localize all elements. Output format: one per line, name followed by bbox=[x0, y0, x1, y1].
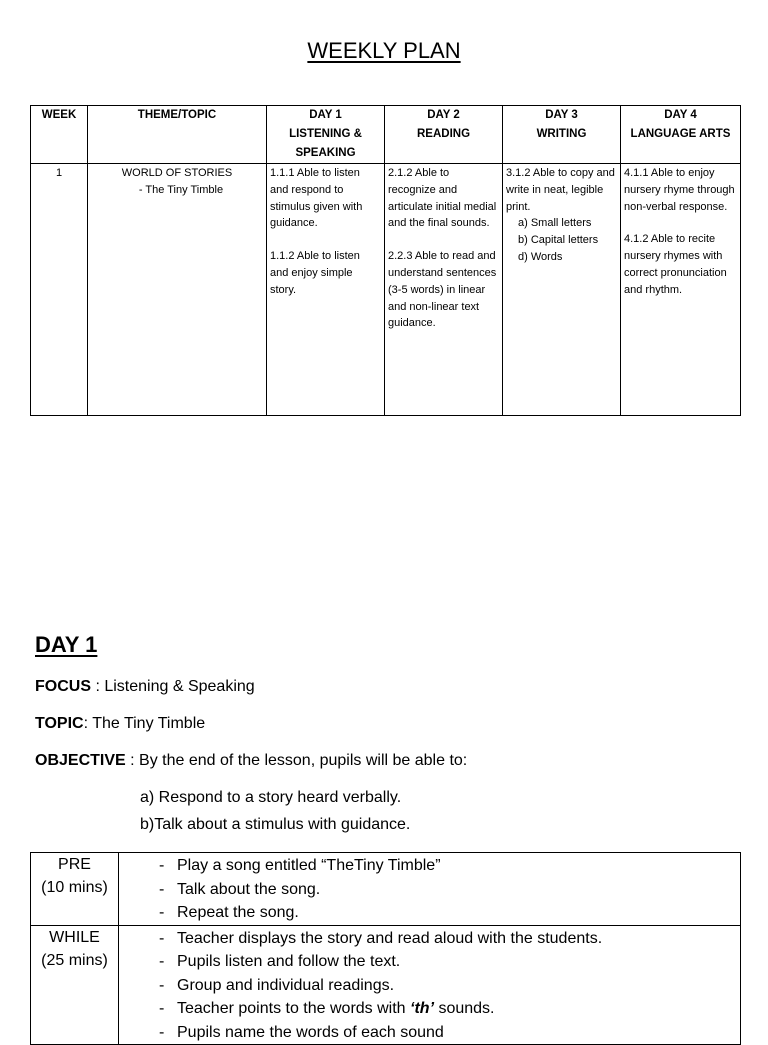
list-item: a) Small letters bbox=[518, 217, 592, 230]
cell-day4 bbox=[621, 164, 741, 416]
topic-label: TOPIC bbox=[35, 715, 84, 732]
weekly-plan-table bbox=[30, 105, 741, 416]
objective-value: : By the end of the lesson, pupils will be able to: bbox=[125, 752, 468, 769]
day3-skill-a: 3.1.2 Able to copy and write in neat, legible print. bbox=[506, 167, 615, 213]
list-item: - Talk about the song. bbox=[159, 880, 321, 898]
page-title: WEEKLY PLAN bbox=[307, 38, 461, 63]
list-item: - Repeat the song. bbox=[159, 904, 299, 921]
stage-time: (10 mins) bbox=[41, 879, 108, 896]
theme-text: WORLD OF STORIES bbox=[121, 167, 233, 179]
objective-item: b)Talk about a stimulus with guidance. bbox=[140, 816, 411, 833]
day1-skill-a: 1.1.1 Able to listen and respond to stimulus given with guidance. bbox=[270, 167, 363, 230]
focus-line bbox=[35, 678, 255, 696]
cell-day2 bbox=[385, 164, 503, 416]
cell-week: 1 bbox=[31, 164, 88, 416]
topic-value: : The Tiny Timble bbox=[83, 715, 206, 732]
pre-steps bbox=[119, 853, 741, 926]
day3-letter-list bbox=[506, 215, 617, 265]
stage-time: (25 mins) bbox=[41, 951, 108, 969]
skill-day2: READING bbox=[416, 128, 471, 140]
header-day3: DAY 3 WRITING bbox=[503, 106, 621, 164]
topic-text: - The Tiny Timble bbox=[138, 183, 224, 196]
table-row bbox=[31, 853, 741, 926]
focus-value: : Listening & Speaking bbox=[91, 678, 255, 695]
stage-name: PRE bbox=[58, 856, 91, 873]
objective-item: a) Respond to a story heard verbally. bbox=[140, 789, 402, 806]
header-week: WEEK bbox=[31, 106, 88, 164]
table-row bbox=[31, 164, 741, 416]
cell-theme bbox=[88, 164, 267, 416]
skill-day3: WRITING bbox=[536, 128, 587, 140]
header-day4: DAY 4 LANGUAGE ARTS bbox=[621, 106, 741, 164]
cell-day1 bbox=[267, 164, 385, 416]
header-theme: THEME/TOPIC bbox=[88, 106, 267, 164]
day1-skill-b: 1.1.2 Able to listen and enjoy simple story. bbox=[270, 250, 360, 296]
list-item: - Pupils name the words of each sound bbox=[159, 1023, 444, 1041]
stage-while bbox=[31, 925, 119, 1045]
stage-pre bbox=[31, 853, 119, 926]
day4-skill-b: 4.1.2 Able to recite nursery rhymes with correct pronunciation and rhythm. bbox=[624, 233, 727, 296]
objective-label: OBJECTIVE bbox=[35, 752, 126, 769]
while-steps bbox=[119, 925, 741, 1045]
skill-day1: LISTENING & SPEAKING bbox=[289, 128, 362, 159]
list-item: - Pupils listen and follow the text. bbox=[159, 953, 401, 970]
header-day2: DAY 2 READING bbox=[385, 106, 503, 164]
list-item: b) Capital letters bbox=[518, 234, 599, 247]
list-item: - Play a song entitled “TheTiny Timble” bbox=[159, 857, 441, 874]
table-row bbox=[31, 925, 741, 1045]
day1-heading: DAY 1 bbox=[35, 632, 98, 657]
day2-skill-a: 2.1.2 Able to recognize and articulate initial medial and the final sounds. bbox=[388, 167, 497, 230]
header-day1: DAY 1 LISTENING & SPEAKING bbox=[267, 106, 385, 164]
lesson-table bbox=[30, 852, 741, 1045]
list-item: - Teacher points to the words with ‘th’ sounds. bbox=[159, 1000, 495, 1017]
list-item: - Group and individual readings. bbox=[159, 976, 395, 994]
table-header-row bbox=[31, 106, 741, 164]
focus-label: FOCUS bbox=[35, 678, 91, 695]
list-item: d) Words bbox=[518, 250, 563, 263]
day2-skill-b: 2.2.3 Able to read and understand sentences (3-5 words) in linear and non-linear text guidance. bbox=[388, 250, 497, 330]
topic-line bbox=[35, 715, 205, 733]
day4-skill-a: 4.1.1 Able to enjoy nursery rhyme through non-verbal response. bbox=[624, 167, 735, 213]
cell-day3 bbox=[503, 164, 621, 416]
objective-line bbox=[35, 752, 467, 770]
skill-day4: LANGUAGE ARTS bbox=[630, 128, 731, 140]
stage-name: WHILE bbox=[49, 928, 100, 946]
list-item: - Teacher displays the story and read aloud with the students. bbox=[159, 929, 603, 947]
